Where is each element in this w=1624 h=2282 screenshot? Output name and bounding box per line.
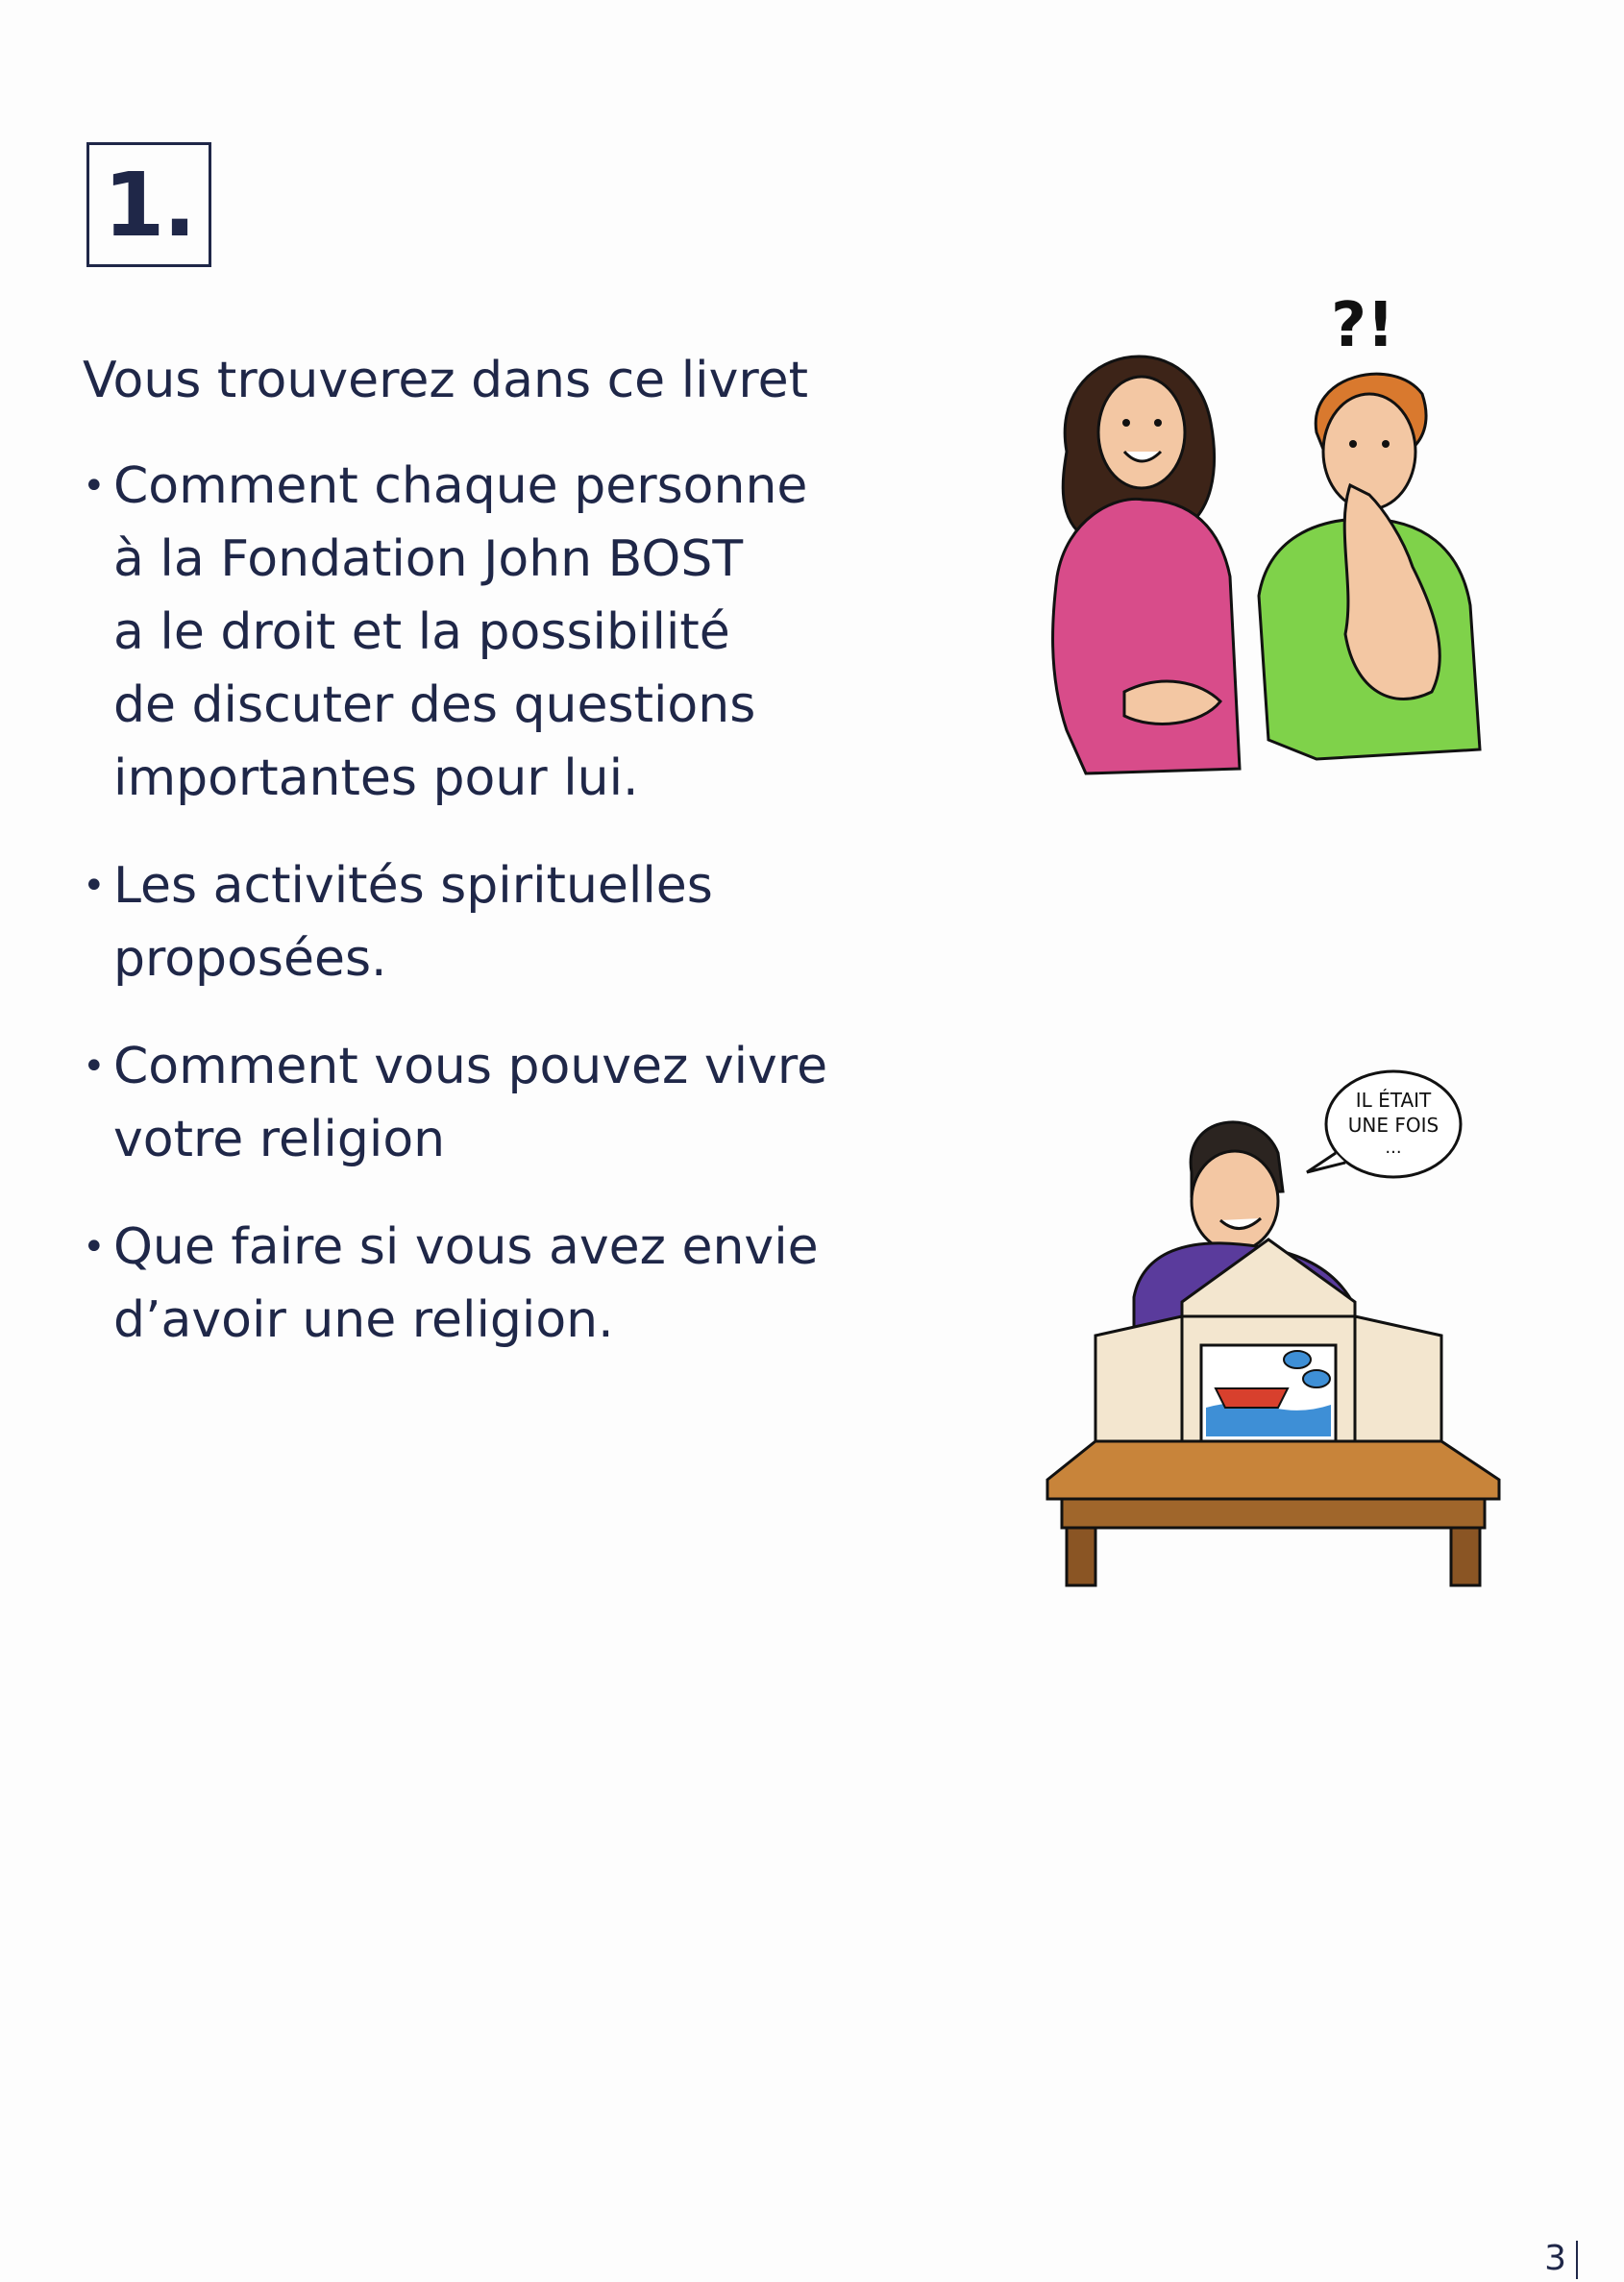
page-number: 3 — [1544, 2239, 1566, 2278]
bullet-line: proposées. — [113, 930, 387, 988]
bullet-line: à la Fondation John BOST — [113, 530, 744, 588]
storytelling-illustration — [1009, 1057, 1528, 1595]
bullet-line: Comment vous pouvez vivre — [113, 1038, 828, 1095]
question-exclamation-mark: ?! — [1331, 290, 1395, 361]
bullet-dot-icon: • — [83, 1225, 106, 1269]
bullet-line: Les activités spirituelles — [113, 857, 713, 915]
bullet-line: Que faire si vous avez envie — [113, 1218, 819, 1276]
bullet-dot-icon: • — [83, 864, 106, 908]
page-number-bar — [1576, 2241, 1578, 2279]
speech-line: ... — [1385, 1138, 1402, 1158]
bullet-line: Comment chaque personne — [113, 457, 808, 515]
bullet-line: votre religion — [113, 1111, 446, 1168]
bullet-item — [77, 1030, 827, 1176]
bullet-line: importantes pour lui. — [113, 749, 639, 807]
intro-text: Vous trouverez dans ce livret — [83, 352, 808, 409]
thinking-people-illustration — [1028, 288, 1528, 788]
bullet-dot-icon: • — [83, 1044, 106, 1089]
bullet-dot-icon: • — [83, 464, 106, 508]
bullet-item — [77, 1211, 827, 1357]
section-number-box — [86, 142, 211, 267]
bullet-line: d’avoir une religion. — [113, 1291, 614, 1349]
bullet-line: de discuter des questions — [113, 676, 756, 734]
section-number: 1. — [103, 153, 195, 257]
speech-line: UNE FOIS — [1347, 1114, 1439, 1137]
bullet-line: a le droit et la possibilité — [113, 603, 730, 661]
bullet-item — [77, 450, 827, 815]
bullet-item — [77, 849, 827, 995]
speech-line: IL ÉTAIT — [1355, 1089, 1432, 1112]
bullet-list — [77, 450, 827, 1391]
